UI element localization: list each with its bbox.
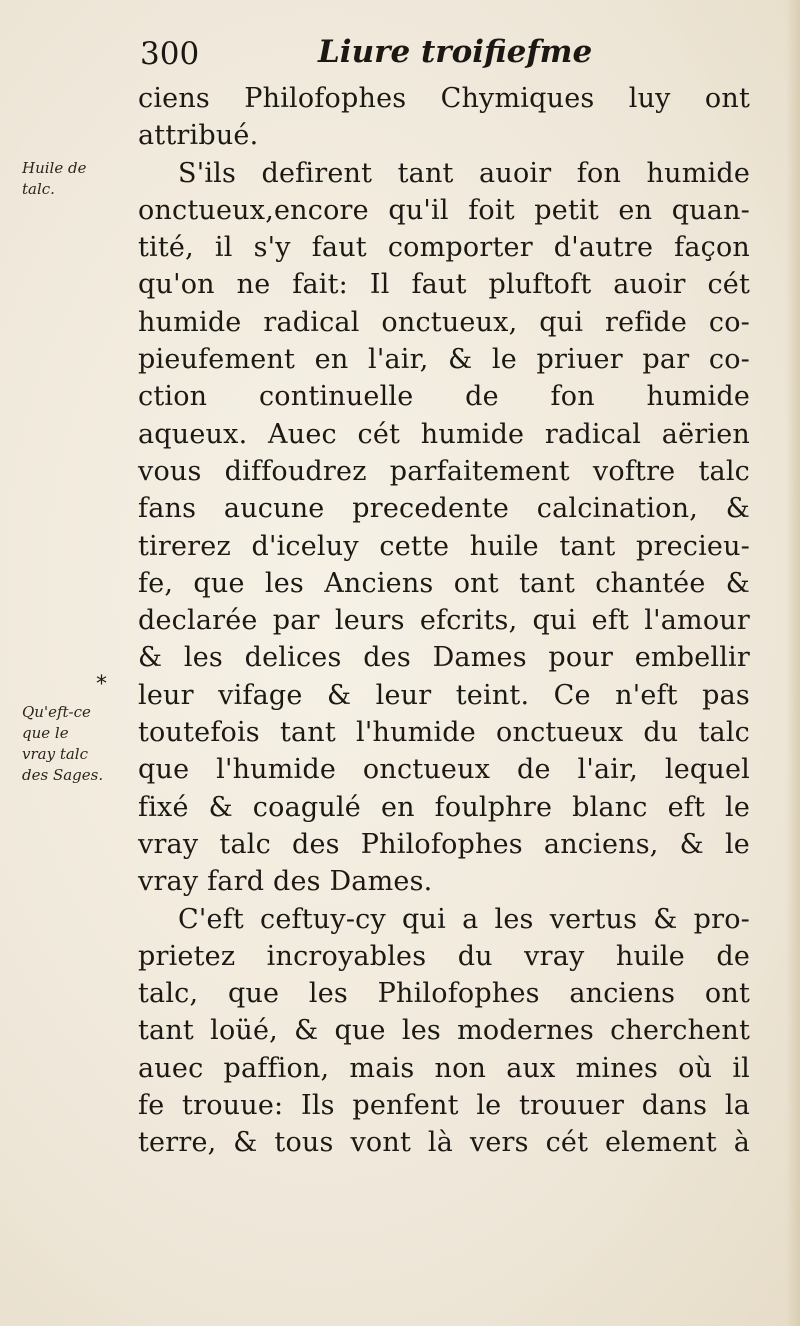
text-line: qu'on ne fait: Il faut pluftoft auoir cét — [138, 269, 750, 301]
margin-note-line: Huile de — [22, 159, 87, 177]
text-line: ction continuelle de fon humide — [138, 381, 750, 413]
text-line: C'eft ceftuy-cy qui a les vertus & pro- — [178, 903, 750, 935]
running-head: Liure troifiefme — [318, 34, 593, 70]
margin-note-huile — [22, 158, 130, 200]
text-line: attribué. — [138, 120, 259, 152]
text-line: pieufement en l'air, & le priuer par co- — [138, 344, 750, 376]
text-line: que l'humide onctueux de l'air, lequel — [138, 754, 750, 786]
text-line: S'ils defirent tant auoir fon humide — [178, 157, 750, 189]
page-edge — [786, 0, 800, 1326]
text-line: terre, & tous vont là vers cét element à — [138, 1127, 750, 1159]
text-line: toutefois tant l'humide onctueux du talc — [138, 717, 750, 749]
text-line: fe, que les Anciens ont tant chantée & — [138, 567, 750, 599]
text-line: fixé & coagulé en foulphre blanc eft le — [138, 791, 750, 823]
margin-note-line: vray talc — [22, 745, 88, 763]
text-line: talc, que les Philofophes anciens ont — [138, 978, 750, 1010]
margin-note-line: que le — [22, 724, 69, 742]
text-line: tant loüé, & que les modernes cherchent — [138, 1015, 750, 1047]
text-line: vray fard des Dames. — [138, 866, 433, 898]
margin-note-line: des Sages. — [22, 766, 104, 784]
text-line: ciens Philofophes Chymiques luy ont — [138, 83, 750, 114]
text-line: prietez incroyables du vray huile de — [138, 940, 750, 972]
page-number: 300 — [140, 36, 200, 72]
margin-note-line: talc. — [22, 180, 55, 198]
text-line: fe trouue: Ils penfent le trouuer dans la — [138, 1090, 750, 1122]
margin-note-line: Qu'eft-ce — [22, 703, 91, 721]
text-line: leur vifage & leur teint. Ce n'eft pas — [138, 679, 750, 711]
text-line: & les delices des Dames pour embellir — [138, 642, 750, 674]
text-line: humide radical onctueux, qui refide co- — [138, 306, 750, 338]
text-line: fans aucune precedente calcination, & — [138, 493, 750, 525]
text-line: tirerez d'iceluy cette huile tant precieu- — [138, 530, 750, 562]
text-line: vous diffoudrez parfaitement voftre talc — [138, 455, 750, 487]
text-line: declarée par leurs efcrits, qui eft l'amour — [138, 605, 750, 637]
text-line: onctueux,encore qu'il foit petit en quan- — [138, 194, 750, 226]
asterisk-marker: * — [96, 672, 107, 697]
text-line: auec paffion, mais non aux mines où il — [138, 1052, 750, 1084]
text-line: vray talc des Philofophes anciens, & le — [138, 828, 750, 860]
text-line: aqueux. Auec cét humide radical aërien — [138, 418, 750, 450]
margin-note-vray-talc — [22, 702, 130, 786]
text-line: tité, il s'y faut comporter d'autre façon — [138, 232, 750, 264]
body-text — [138, 80, 750, 1162]
